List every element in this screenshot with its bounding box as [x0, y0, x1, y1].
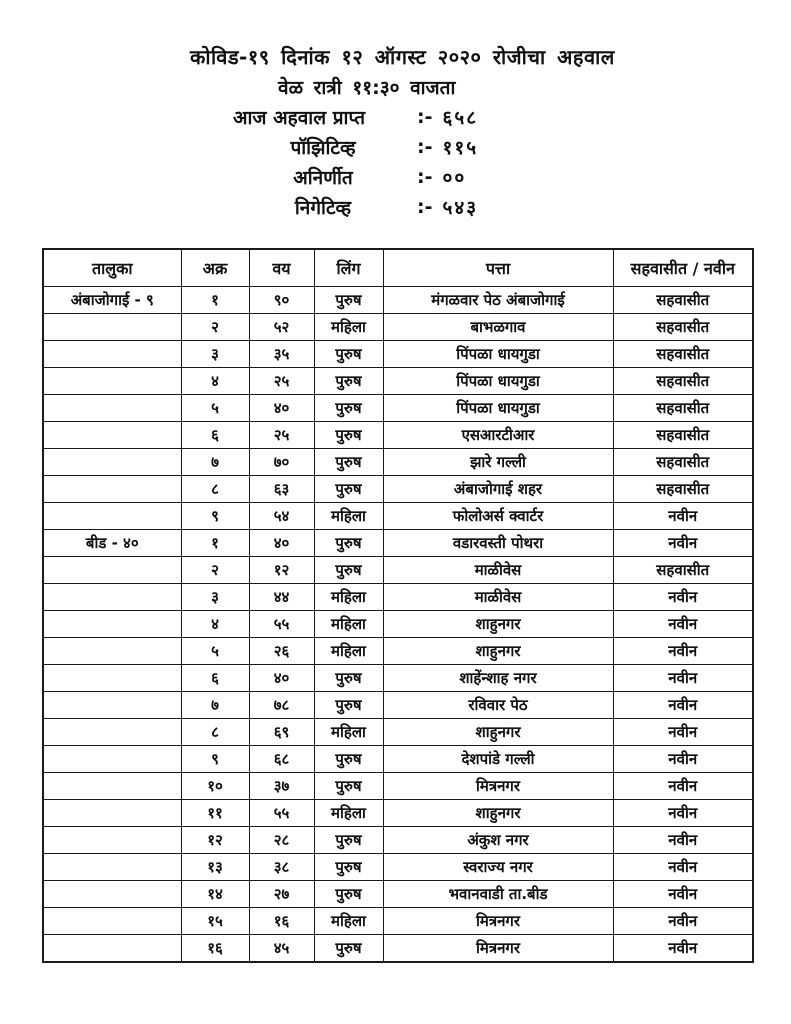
report-time: वेळ रात्री ११:३० वाजता [278, 77, 456, 99]
cell-address: वडारवस्ती पोथरा [383, 530, 613, 557]
cell-serial: ९ [181, 746, 249, 773]
cell-age: २५ [249, 368, 314, 395]
cell-status: नवीन [613, 908, 753, 935]
cell-serial: १३ [181, 854, 249, 881]
cell-status: नवीन [613, 638, 753, 665]
cell-serial: ४ [181, 368, 249, 395]
table-row [43, 368, 753, 395]
cell-serial: १ [181, 287, 249, 314]
cell-status: नवीन [613, 503, 753, 530]
report-stats [233, 102, 791, 222]
cell-age: ४० [249, 395, 314, 422]
cell-serial: १ [181, 530, 249, 557]
cell-gender: पुरुष [314, 827, 383, 854]
cell-status: नवीन [613, 800, 753, 827]
cell-age: ७८ [249, 692, 314, 719]
cell-address: एसआरटीआर [383, 422, 613, 449]
table-row [43, 746, 753, 773]
cell-serial: ६ [181, 665, 249, 692]
col-header-age: वय [249, 249, 314, 287]
table-row [43, 422, 753, 449]
cell-gender: पुरुष [314, 854, 383, 881]
cell-taluka [43, 935, 181, 963]
col-header-serial: अक्र [181, 249, 249, 287]
cell-taluka [43, 395, 181, 422]
cell-age: ५५ [249, 611, 314, 638]
cell-address: अंकुश नगर [383, 827, 613, 854]
cell-gender: पुरुष [314, 881, 383, 908]
cell-status: नवीन [613, 719, 753, 746]
cell-serial: ८ [181, 719, 249, 746]
cell-age: ७० [249, 449, 314, 476]
table-row [43, 530, 753, 557]
cell-gender: महिला [314, 638, 383, 665]
cell-status: नवीन [613, 773, 753, 800]
stat-row-negative [233, 192, 791, 222]
cell-age: ५४ [249, 503, 314, 530]
table-row [43, 557, 753, 584]
stat-separator: :- [417, 106, 433, 128]
stat-value: ०० [442, 167, 467, 189]
cell-gender: पुरुष [314, 557, 383, 584]
cell-age: ४० [249, 530, 314, 557]
col-header-taluka: तालुका [43, 249, 181, 287]
cell-serial: ६ [181, 422, 249, 449]
table-row [43, 800, 753, 827]
cell-taluka [43, 665, 181, 692]
cell-taluka [43, 341, 181, 368]
table-row [43, 611, 753, 638]
cell-gender: पुरुष [314, 935, 383, 963]
cell-status: सहवासीत [613, 449, 753, 476]
cell-taluka [43, 611, 181, 638]
table-row [43, 935, 753, 963]
table-row [43, 395, 753, 422]
cell-taluka [43, 557, 181, 584]
stat-value: ११५ [442, 137, 479, 159]
stat-row-reports-received [233, 102, 791, 132]
table-row [43, 881, 753, 908]
stat-label: आज अहवाल प्राप्त [233, 107, 366, 129]
cell-taluka [43, 638, 181, 665]
cell-serial: ७ [181, 692, 249, 719]
cell-age: ४४ [249, 584, 314, 611]
cell-serial: १५ [181, 908, 249, 935]
cell-address: शाहुनगर [383, 719, 613, 746]
cell-serial: ५ [181, 395, 249, 422]
cell-age: ३७ [249, 773, 314, 800]
cases-table [42, 248, 754, 963]
cell-gender: महिला [314, 584, 383, 611]
cell-gender: पुरुष [314, 746, 383, 773]
cell-age: ३५ [249, 341, 314, 368]
cell-status: सहवासीत [613, 287, 753, 314]
cell-gender: पुरुष [314, 773, 383, 800]
cell-taluka: बीड - ४० [43, 530, 181, 557]
cell-address: रविवार पेठ [383, 692, 613, 719]
cell-age: २७ [249, 881, 314, 908]
cell-status: सहवासीत [613, 557, 753, 584]
cell-gender: पुरुष [314, 422, 383, 449]
stat-separator: :- [417, 196, 433, 218]
cell-gender: महिला [314, 611, 383, 638]
cell-address: स्वराज्य नगर [383, 854, 613, 881]
cell-address: भवानवाडी ता.बीड [383, 881, 613, 908]
cell-status: नवीन [613, 827, 753, 854]
table-row [43, 827, 753, 854]
cell-taluka [43, 422, 181, 449]
cell-status: नवीन [613, 746, 753, 773]
table-row [43, 908, 753, 935]
cell-address: झारे गल्ली [383, 449, 613, 476]
cell-address: पिंपळा धायगुडा [383, 341, 613, 368]
cell-gender: पुरुष [314, 692, 383, 719]
cell-address: मंगळवार पेठ अंबाजोगाई [383, 287, 613, 314]
cell-gender: पुरुष [314, 287, 383, 314]
cell-taluka [43, 881, 181, 908]
cell-age: २८ [249, 827, 314, 854]
cell-gender: पुरुष [314, 341, 383, 368]
cell-address: मित्रनगर [383, 908, 613, 935]
table-row [43, 638, 753, 665]
cell-taluka [43, 692, 181, 719]
col-header-address: पत्ता [383, 249, 613, 287]
stat-row-positive [233, 132, 791, 162]
table-row [43, 341, 753, 368]
cell-status: सहवासीत [613, 476, 753, 503]
cell-gender: पुरुष [314, 449, 383, 476]
cell-age: १६ [249, 908, 314, 935]
table-row [43, 584, 753, 611]
cell-age: २५ [249, 422, 314, 449]
cell-status: नवीन [613, 530, 753, 557]
table-row [43, 854, 753, 881]
table-row [43, 314, 753, 341]
stat-label: अनिर्णीत [293, 167, 353, 189]
stat-label: निगेटिव्ह [294, 197, 352, 219]
cell-serial: १२ [181, 827, 249, 854]
cell-address: शाहुनगर [383, 638, 613, 665]
cell-status: नवीन [613, 935, 753, 963]
cell-serial: १६ [181, 935, 249, 963]
cell-gender: महिला [314, 314, 383, 341]
report-title: कोविड-१९ दिनांक १२ ऑगस्ट २०२० रोजीचा अहवाल [190, 45, 615, 69]
cell-gender: महिला [314, 800, 383, 827]
cases-table-body [43, 287, 753, 963]
cell-address: पिंपळा धायगुडा [383, 395, 613, 422]
cell-age: २६ [249, 638, 314, 665]
stat-separator: :- [417, 166, 433, 188]
cell-serial: ७ [181, 449, 249, 476]
cell-taluka: अंबाजोगाई - ९ [43, 287, 181, 314]
cell-age: ९० [249, 287, 314, 314]
cell-address: शाहुनगर [383, 800, 613, 827]
stat-separator: :- [417, 136, 433, 158]
cell-address: अंबाजोगाई शहर [383, 476, 613, 503]
cell-taluka [43, 503, 181, 530]
col-header-gender: लिंग [314, 249, 383, 287]
cell-serial: १४ [181, 881, 249, 908]
cell-age: १२ [249, 557, 314, 584]
cell-gender: महिला [314, 908, 383, 935]
stat-label: पॉझिटिव्ह [290, 137, 356, 159]
cell-status: सहवासीत [613, 395, 753, 422]
cell-gender: महिला [314, 503, 383, 530]
cell-taluka [43, 314, 181, 341]
cell-taluka [43, 773, 181, 800]
cell-gender: पुरुष [314, 530, 383, 557]
cell-gender: पुरुष [314, 368, 383, 395]
cell-address: देशपांडे गल्ली [383, 746, 613, 773]
cell-taluka [43, 584, 181, 611]
cell-taluka [43, 827, 181, 854]
cell-address: माळीवेस [383, 557, 613, 584]
cell-gender: महिला [314, 719, 383, 746]
stat-row-undetermined [233, 162, 791, 192]
cell-serial: ८ [181, 476, 249, 503]
cell-status: सहवासीत [613, 368, 753, 395]
cell-serial: ३ [181, 584, 249, 611]
cell-age: ६८ [249, 746, 314, 773]
table-row [43, 503, 753, 530]
table-row [43, 287, 753, 314]
cell-gender: पुरुष [314, 395, 383, 422]
cell-status: नवीन [613, 854, 753, 881]
table-row [43, 692, 753, 719]
cell-taluka [43, 908, 181, 935]
cell-serial: ४ [181, 611, 249, 638]
cell-serial: ११ [181, 800, 249, 827]
table-row [43, 665, 753, 692]
table-row [43, 773, 753, 800]
cell-taluka [43, 449, 181, 476]
col-header-status: सहवासीत / नवीन [613, 249, 753, 287]
cell-taluka [43, 800, 181, 827]
stat-value: ५४३ [442, 197, 479, 219]
cell-gender: पुरुष [314, 476, 383, 503]
cell-age: ४० [249, 665, 314, 692]
table-row [43, 719, 753, 746]
cell-taluka [43, 476, 181, 503]
cell-age: ५२ [249, 314, 314, 341]
cell-status: नवीन [613, 584, 753, 611]
cell-age: ५५ [249, 800, 314, 827]
cell-serial: ५ [181, 638, 249, 665]
cell-address: शाहेंन्शाह नगर [383, 665, 613, 692]
cell-address: बाभळगाव [383, 314, 613, 341]
cell-address: मित्रनगर [383, 773, 613, 800]
cell-serial: ९ [181, 503, 249, 530]
cell-serial: २ [181, 314, 249, 341]
cell-address: पिंपळा धायगुडा [383, 368, 613, 395]
cell-age: ६३ [249, 476, 314, 503]
cell-gender: पुरुष [314, 665, 383, 692]
cell-address: शाहुनगर [383, 611, 613, 638]
cell-taluka [43, 368, 181, 395]
cell-status: सहवासीत [613, 341, 753, 368]
cell-address: मित्रनगर [383, 935, 613, 963]
cell-age: ४५ [249, 935, 314, 963]
cell-taluka [43, 719, 181, 746]
cases-table-header [43, 249, 753, 287]
cell-status: नवीन [613, 692, 753, 719]
cell-serial: ३ [181, 341, 249, 368]
cell-status: सहवासीत [613, 422, 753, 449]
stat-value: ६५८ [442, 107, 479, 129]
cell-taluka [43, 854, 181, 881]
table-row [43, 449, 753, 476]
cell-address: फोलोअर्स क्वार्टर [383, 503, 613, 530]
cell-age: ६९ [249, 719, 314, 746]
header-row [43, 249, 753, 287]
table-row [43, 476, 753, 503]
cell-taluka [43, 746, 181, 773]
cell-status: नवीन [613, 665, 753, 692]
cell-address: माळीवेस [383, 584, 613, 611]
cell-status: नवीन [613, 881, 753, 908]
cell-serial: २ [181, 557, 249, 584]
cell-serial: १० [181, 773, 249, 800]
cell-status: सहवासीत [613, 314, 753, 341]
cell-age: ३८ [249, 854, 314, 881]
cell-status: नवीन [613, 611, 753, 638]
